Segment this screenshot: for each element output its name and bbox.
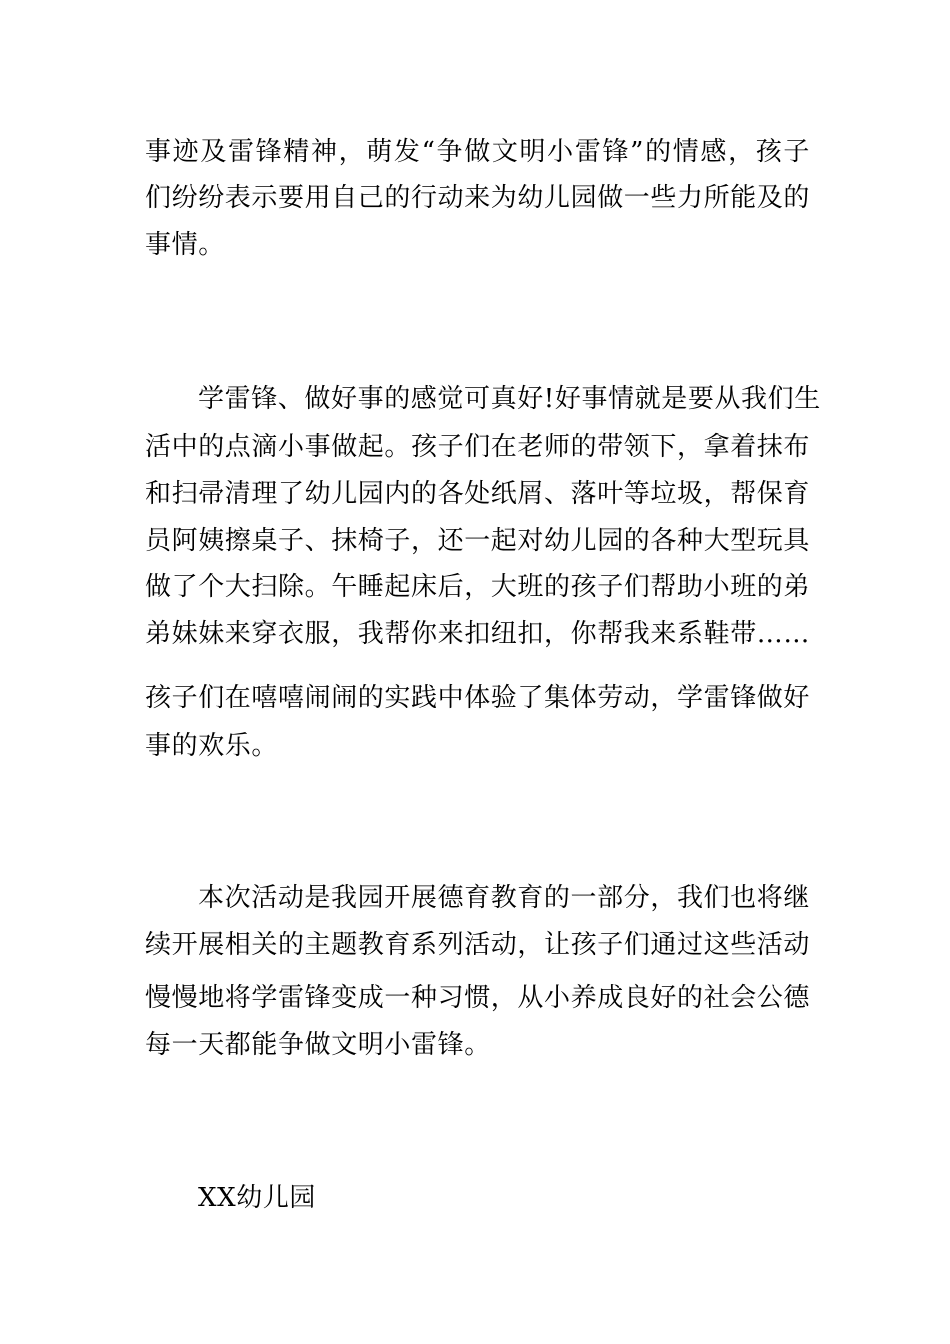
signature: XX幼儿园 bbox=[198, 1183, 317, 1213]
paragraph-3-line-1: 本次活动是我园开展德育教育的一部分，我们也将继 bbox=[198, 883, 810, 913]
paragraph-3-line-4: 每一天都能争做文明小雷锋。 bbox=[145, 1030, 491, 1060]
paragraph-2-line-8: 事的欢乐。 bbox=[145, 731, 279, 761]
paragraph-3-line-2: 续开展相关的主题教育系列活动，让孩子们通过这些活动 bbox=[145, 930, 811, 960]
paragraph-2-line-5: 做了个大扫除。午睡起床后，大班的孩子们帮助小班的弟 bbox=[145, 572, 811, 602]
paragraph-1-line-2: 们纷纷表示要用自己的行动来为幼儿园做一些力所能及的 bbox=[145, 183, 811, 213]
paragraph-2-line-7: 孩子们在嘻嘻闹闹的实践中体验了集体劳动，学雷锋做好 bbox=[145, 683, 811, 713]
paragraph-1-line-1: 事迹及雷锋精神，萌发“争做文明小雷锋”的情感，孩子 bbox=[145, 137, 810, 167]
paragraph-2-line-3: 和扫帚清理了幼儿园内的各处纸屑、落叶等垃圾，帮保育 bbox=[145, 479, 811, 509]
paragraph-3-line-3: 慢慢地将学雷锋变成一种习惯，从小养成良好的社会公德 bbox=[145, 983, 811, 1013]
paragraph-1-line-3: 事情。 bbox=[145, 230, 225, 260]
paragraph-2-line-6: 弟妹妹来穿衣服，我帮你来扣纽扣，你帮我来系鞋带…… bbox=[145, 619, 811, 649]
paragraph-2-line-4: 员阿姨擦桌子、抹椅子，还一起对幼儿园的各种大型玩具 bbox=[145, 526, 811, 556]
paragraph-2-line-2: 活中的点滴小事做起。孩子们在老师的带领下，拿着抹布 bbox=[145, 432, 811, 462]
paragraph-2-line-1: 学雷锋、做好事的感觉可真好!好事情就是要从我们生 bbox=[198, 384, 821, 414]
